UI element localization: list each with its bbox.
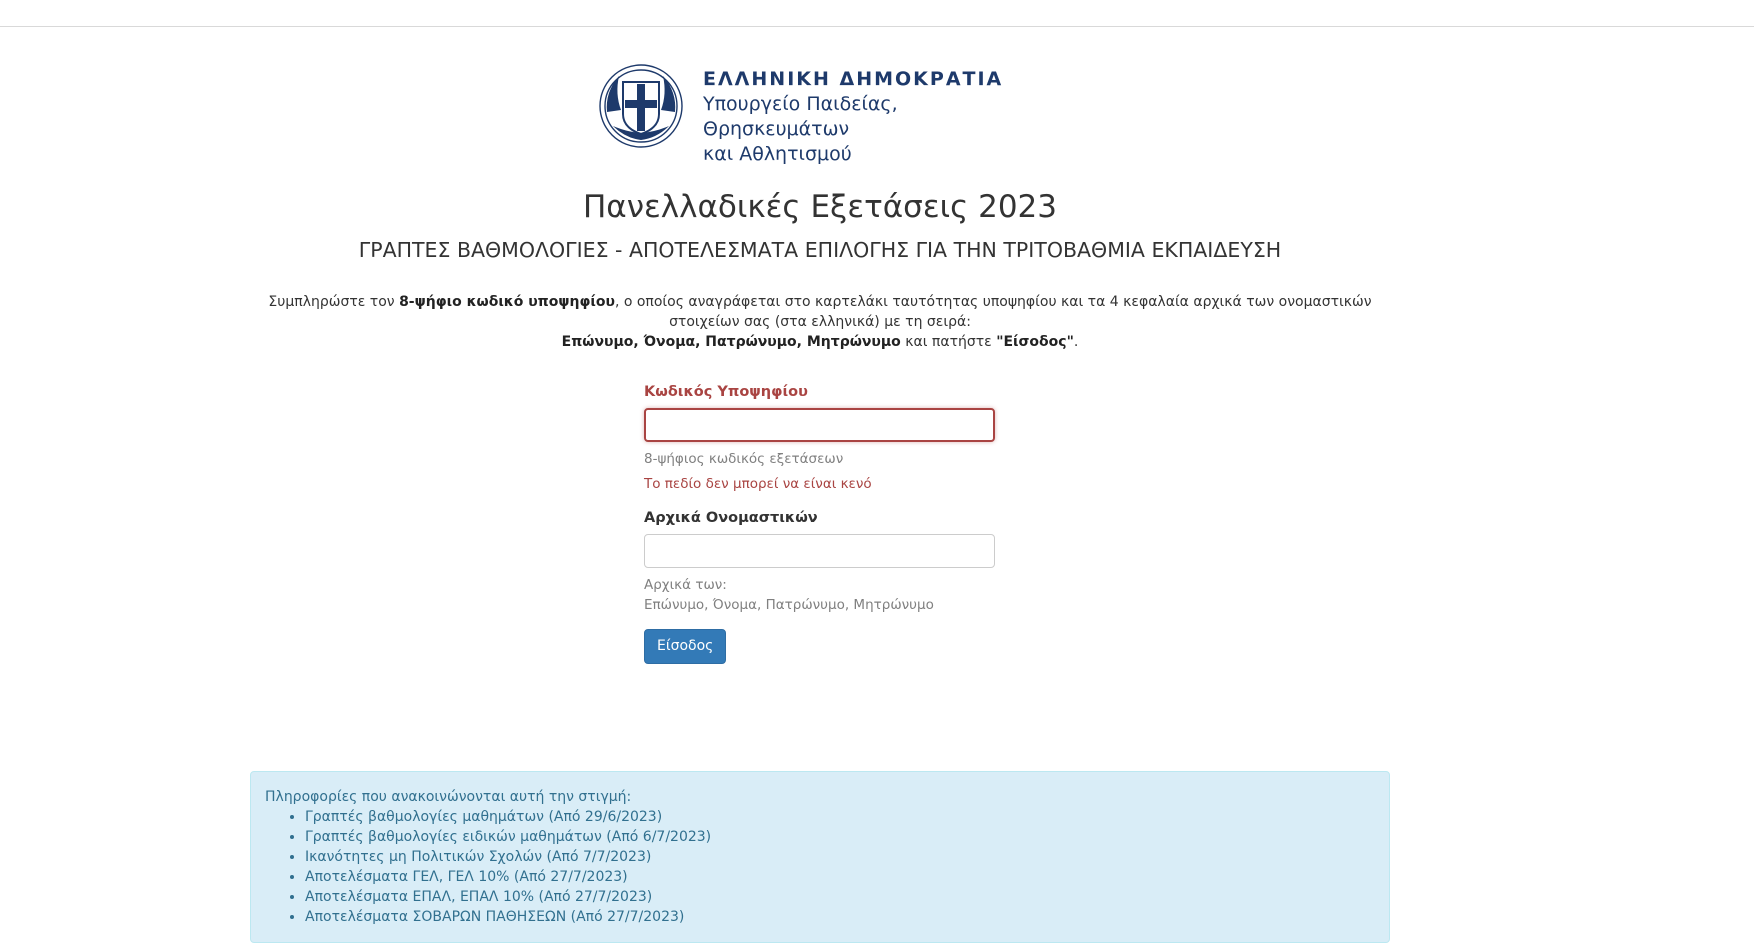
instructions-code-emphasis: 8-ψήφιο κωδικό υποψηφίου	[399, 294, 615, 310]
instructions-part3: και πατήστε	[900, 334, 997, 350]
initials-help-line1: Αρχικά των:	[644, 577, 727, 593]
instructions-order-emphasis: Επώνυμο, Όνομα, Πατρώνυμο, Μητρώνυμο	[561, 334, 901, 350]
login-button[interactable]: Είσοδος	[644, 629, 726, 664]
initials-label: Αρχικά Ονομαστικών	[644, 510, 818, 526]
instructions-part1: Συμπληρώστε τον	[268, 294, 400, 310]
announcement-item: • Αποτελέσματα ΣΟΒΑΡΩΝ ΠΑΘΗΣΕΩΝ (Από 27/7/2023)	[305, 907, 1375, 927]
instructions-text	[260, 292, 1380, 352]
announcements-panel	[250, 771, 1390, 943]
ministry-logo-text	[703, 66, 1047, 167]
initials-help-line2: Επώνυμο, Όνομα, Πατρώνυμο, Μητρώνυμο	[644, 597, 934, 613]
candidate-code-label: Κωδικός Υποψηφίου	[644, 384, 808, 400]
announcements-list	[265, 807, 1375, 927]
candidate-code-input[interactable]	[644, 408, 995, 442]
announcement-item: • Γραπτές βαθμολογίες μαθημάτων (Από 29/6/2023)	[305, 807, 1375, 827]
logo-ministry-name-line1: Υπουργείο Παιδείας, Θρησκευμάτων	[703, 93, 898, 140]
login-form	[644, 382, 1004, 664]
instructions-part2: , ο οποίος αναγράφεται στο καρτελάκι ταυτότητας υποψηφίου και τα 4 κεφαλαία αρχικά των ονομαστικών στοιχείων σας (στα ελληνικά) με τη σειρά:	[614, 294, 1372, 330]
greek-coat-of-arms-icon	[597, 62, 685, 150]
announcements-heading: Πληροφορίες που ανακοινώνονται αυτή την στιγμή:	[265, 789, 632, 805]
announcement-item: • Γραπτές βαθμολογίες ειδικών μαθημάτων (Από 6/7/2023)	[305, 827, 1375, 847]
ministry-logo	[597, 58, 1047, 165]
announcement-item: • Αποτελέσματα ΓΕΛ, ΓΕΛ 10% (Από 27/7/2023)	[305, 867, 1375, 887]
initials-input[interactable]	[644, 534, 995, 568]
instructions-part4: .	[1073, 334, 1079, 350]
page-title: Πανελλαδικές Εξετάσεις 2023	[582, 189, 1058, 225]
logo-republic-name: ΕΛΛΗΝΙΚΗ ΔΗΜΟΚΡΑΤΙΑ	[703, 68, 1004, 90]
announcement-item: • Ικανότητες μη Πολιτικών Σχολών (Από 7/7/2023)	[305, 847, 1375, 867]
instructions-button-emphasis: "Είσοδος"	[996, 334, 1074, 350]
candidate-code-help: 8-ψήφιος κωδικός εξετάσεων	[644, 451, 844, 467]
logo-ministry-name-line2: και Αθλητισμού	[703, 143, 852, 165]
top-divider	[0, 26, 1754, 27]
page-subtitle: ΓΡΑΠΤΕΣ ΒΑΘΜΟΛΟΓΙΕΣ - ΑΠΟΤΕΛΕΣΜΑΤΑ ΕΠΙΛΟΓΗΣ ΓΙΑ ΤΗΝ ΤΡΙΤΟΒΑΘΜΙΑ ΕΚΠΑΙΔΕΥΣΗ	[358, 238, 1282, 262]
candidate-code-error: Το πεδίο δεν μπορεί να είναι κενό	[644, 476, 872, 492]
announcement-item: • Αποτελέσματα ΕΠΑΛ, ΕΠΑΛ 10% (Από 27/7/2023)	[305, 887, 1375, 907]
